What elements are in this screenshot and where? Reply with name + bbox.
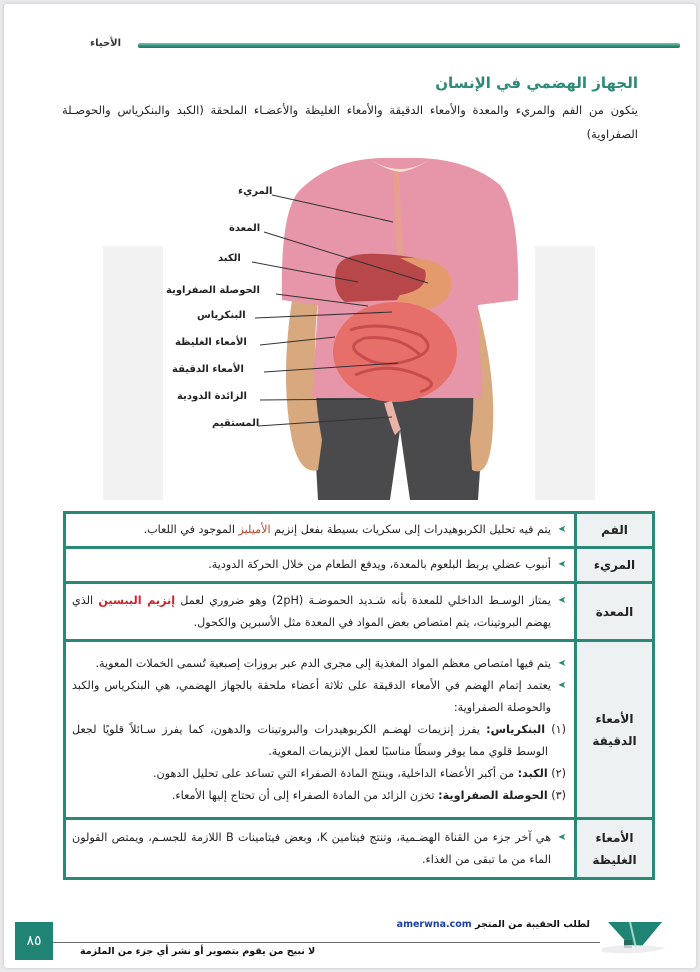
highlight-amylase: الأميليز — [238, 523, 271, 536]
organ-description — [65, 548, 576, 583]
organ-description — [65, 583, 576, 641]
sub-item-pancreas: (١) البنكرياس: يفرز إنزيمات لهضـم الكربوهيدرات والبروتينات والدهون، كما يفرز سـائلاً قلويًا لجعل الوسط قلوي مما يوفر وسطًا مناسبًا لعمل الإنزيمات المعوية. — [72, 722, 566, 758]
store-url[interactable]: amerwna.com — [396, 919, 472, 930]
digestive-organs-table — [63, 511, 655, 880]
organ-name: المريء — [576, 548, 654, 583]
label-esophagus: المريء — [238, 186, 273, 197]
sub-item-gallbladder: (٣) الحوصلة الصفراوية: تخزن الزائد من المادة الصفراء إلى أن تحتاج إليها الأمعاء. — [171, 788, 566, 802]
table-row-small-intestine — [65, 641, 654, 819]
organ-description — [65, 513, 576, 548]
bullet-item: ➤ يتم فيها امتصاص معظم المواد المغذية إلى مجرى الدم عبر بروزات إصبعية تُسمى الخملات المعوية. — [72, 653, 566, 675]
label-stomach: المعدة — [229, 223, 261, 234]
bullet-item: ➤ أنبوب عضلي يربط البلعوم بالمعدة، ويدفع الطعام من خلال الحركة الدودية. — [72, 554, 566, 576]
sub-item-liver: (٢) الكبد: من أكبر الأعضاء الداخلية، وينتج المادة الصفراء التي تساعد على تحليل الدهون. — [152, 766, 566, 780]
table-row-large-intestine — [65, 819, 654, 879]
label-liver: الكبد — [218, 253, 241, 264]
label-gallbladder: الحوصلة الصفراوية — [166, 285, 260, 296]
table-row-stomach — [65, 583, 654, 641]
bullet-item: ➤ يعتمد إتمام الهضم في الأمعاء الدقيقة على ثلاثة أعضاء ملحقة بالجهاز الهضمي، هي البنكرياس والكبد والحوصلة الصفراوية: — [72, 675, 566, 719]
page-number: ٨٥ — [15, 922, 53, 960]
section-title: الجهاز الهضمي في الإنسان — [435, 74, 638, 92]
label-large-intestine: الأمعاء الغليظة — [175, 337, 247, 348]
bullet-item: ➤ يتم فيه تحليل الكربوهيدرات إلى سكريات بسيطة بفعل إنزيم الأميليز الموجود في اللعاب. — [72, 519, 566, 541]
label-pancreas: البنكرياس — [197, 310, 246, 321]
label-appendix: الزائدة الدودية — [177, 391, 247, 402]
copyright-notice: لا نبيح من يقوم بتصوير أو نشر أي جزء من الملزمة — [80, 946, 316, 957]
store-order-text: لطلب الحقيبة من المتجر amerwna.com — [396, 919, 590, 930]
organ-description — [65, 819, 576, 879]
subject-label: الأحياء — [90, 38, 122, 49]
publisher-logo-icon — [600, 918, 670, 958]
section-intro: يتكون من الفم والمريء والمعدة والأمعاء الدقيقة والأمعاء الغليظة والأعضـاء الملحقة (الكبد والبنكرياس والحوصـلة الصفراوية) — [62, 103, 638, 141]
highlight-pepsin: إنزيم الببسين — [98, 593, 176, 607]
table-row-esophagus — [65, 548, 654, 583]
organ-name: المعدة — [576, 583, 654, 641]
footer-divider — [53, 942, 600, 943]
organ-name: الأمعاء الغليظة — [576, 819, 654, 879]
table-row-mouth — [65, 513, 654, 548]
organ-description — [65, 641, 576, 819]
bullet-item: ➤ يمتاز الوسـط الداخلي للمعدة بأنه شـديد الحموضـة (2pH) وهو ضروري لعمل إنزيم الببسين الذي يهضم البروتينات، يتم امتصاص بعض المواد في المعدة مثل الأسبرين والكحول. — [72, 590, 566, 634]
organ-name: الأمعاء الدقيقة — [576, 641, 654, 819]
label-small-intestine: الأمعاء الدقيقة — [172, 364, 244, 375]
organ-name: الفم — [576, 513, 654, 548]
bullet-item: ➤ هي آخر جزء من القناة الهضـمية، وتنتج فيتامين K، وبعض فيتامينات B اللازمة للجسـم، ويمتص القولون الماء من ما تبقى من الغذاء. — [72, 827, 566, 871]
label-rectum: المستقيم — [212, 418, 260, 429]
